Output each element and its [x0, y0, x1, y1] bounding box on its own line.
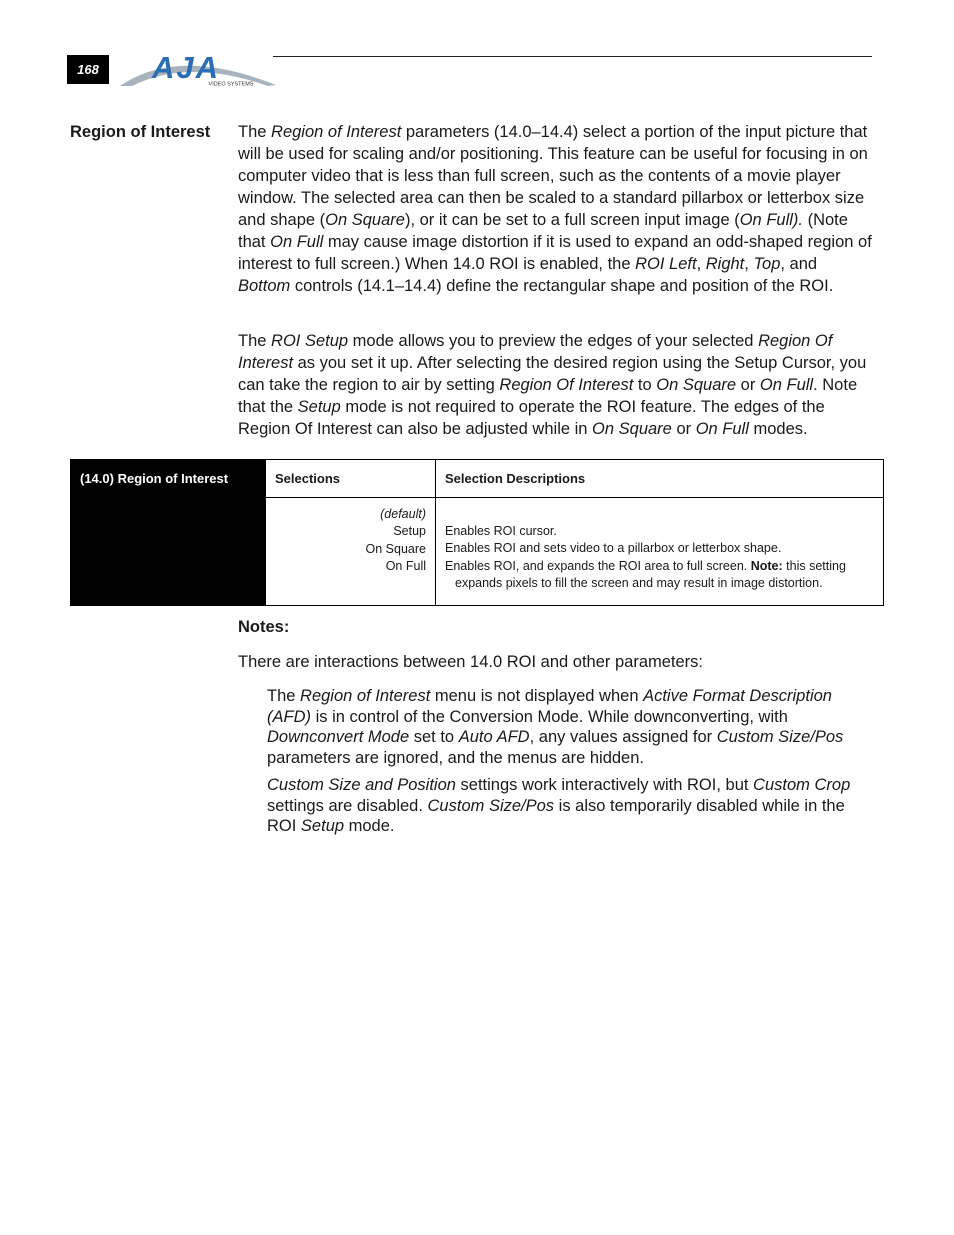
parameter-name-cell [71, 498, 266, 606]
logo-subtext: VIDEO SYSTEMS [208, 81, 254, 88]
intro-paragraph: The Region of Interest parameters (14.0–14.4) select a portion of the input picture that will be used for scaling and/or positioning. This feature can be useful for focusing in on computer video that is less than full screen, such as the contents of a movie player window. The selected area can then be scaled to a standard pillarbox or letterbox size and shape (On Square), or it can be set to a full screen input image (On Full). (Note that On Full may cause image distortion if it is used to expand an odd-shaped region of interest to full screen.) When 14.0 ROI is enabled, the ROI Left, Right, Top, and Bottom controls (14.1–14.4) define the rectangular shape and position of the ROI. [238, 123, 872, 295]
description-setup: Enables ROI cursor. [445, 524, 557, 538]
notes-heading: Notes: [238, 618, 290, 636]
page-number: 168 [67, 55, 109, 84]
note-item-afd: The Region of Interest menu is not displayed when Active Format Description (AFD) is in control of the Conversion Mode. While downconverting, with Downconvert Mode set to Auto AFD, any values assigned for Custom Size/Pos parameters are ignored, and the menus are hidden. [267, 687, 844, 767]
descriptions-cell [436, 498, 884, 606]
selection-default: (default) [380, 507, 426, 521]
roi-setup-paragraph: The ROI Setup mode allows you to preview the edges of your selected Region Of Interest as you set it up. After selecting the desired region using the Setup Cursor, you can take the region to air by setting Region Of Interest to On Square or On Full. Note that the Setup mode is not required to operate the ROI feature. The edges of the Region Of Interest can also be adjusted while in On Square or On Full modes. [238, 332, 867, 438]
table-row [71, 498, 884, 606]
section-heading: Region of Interest [70, 123, 211, 141]
description-on-square: Enables ROI and sets video to a pillarbox or letterbox shape. [445, 541, 782, 556]
description-on-full-continued: expands pixels to fill the screen and may result in image distortion. [455, 575, 823, 590]
selection-on-full: On Full [385, 558, 426, 573]
selections-header: Selections [266, 460, 436, 498]
aja-logo [118, 52, 278, 90]
note-item-custom-size: Custom Size and Position settings work interactively with ROI, but Custom Crop settings are disabled. Custom Size/Pos is also temporarily disabled while in the ROI Setup mode. [267, 776, 851, 835]
descriptions-header: Selection Descriptions [436, 460, 884, 498]
notes-intro: There are interactions between 14.0 ROI and other parameters: [238, 653, 704, 671]
parameter-name-header: (14.0) Region of Interest [71, 460, 266, 498]
table-header-row [71, 460, 884, 498]
selections-cell [266, 498, 436, 606]
description-on-full: Enables ROI, and expands the ROI area to full screen. Note: this setting [445, 558, 846, 573]
header-rule [273, 56, 872, 57]
logo-text: AJA [151, 52, 221, 85]
roi-parameter-table [70, 459, 884, 606]
selection-setup: Setup [393, 524, 426, 539]
selection-on-square: On Square [365, 541, 426, 556]
